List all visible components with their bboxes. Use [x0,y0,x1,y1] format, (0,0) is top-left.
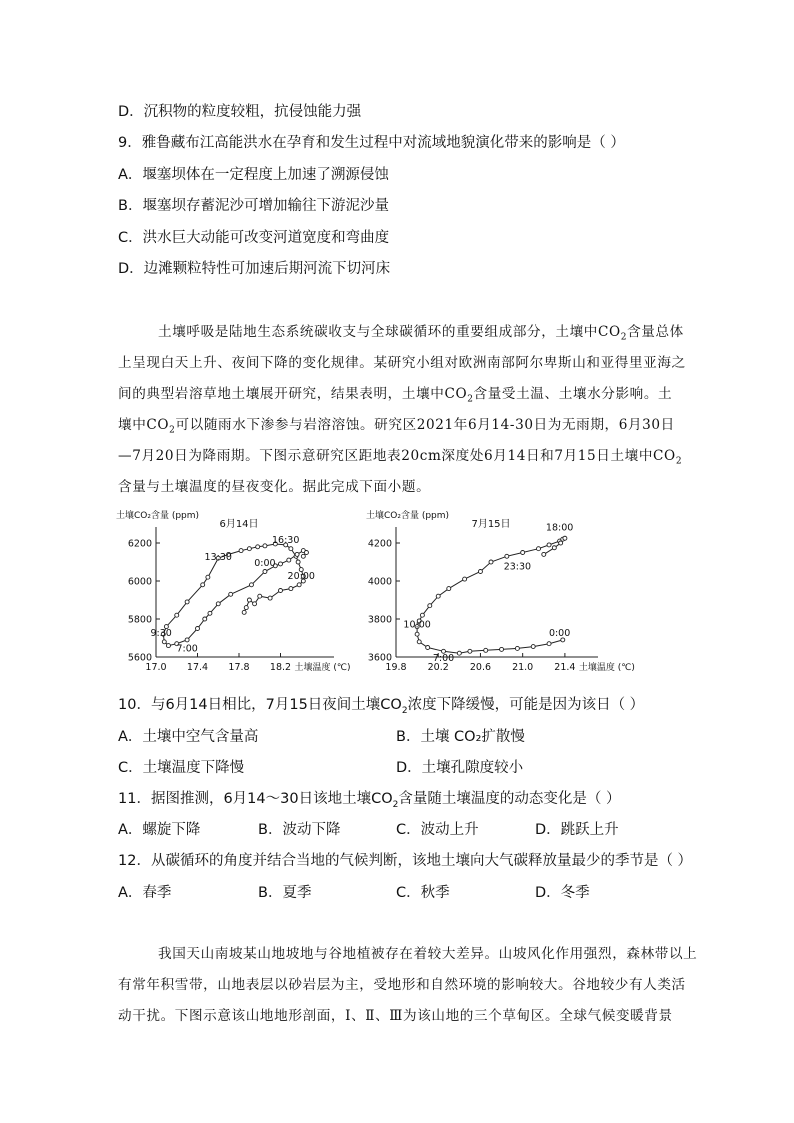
q12-stem: 12．从碳循环的角度并结合当地的气候判断，该地土壤向大气碳释放量最少的季节是（ ） [118,853,693,869]
data-point [415,632,419,636]
y-tick-label: 3800 [367,614,392,626]
passage2-line-1: 我国天山南坡某山地坡地与谷地植被存在着较大差异。山坡风化作用强烈，森林带以上 [158,946,698,962]
data-point [196,627,200,631]
passage1-line-1: 土壤呼吸是陆地生态系统碳收支与全球碳循环的重要组成部分，土壤中$CO_2$含量总体 [158,324,684,343]
time-annotation: 0:00 [548,628,571,640]
data-point [279,562,283,566]
x-tick-label: 21.0 [512,662,534,673]
q10-option-b: B．土壤 CO₂扩散慢 [396,729,525,745]
data-point [253,602,257,606]
q11-stem: 11．据图推测，6月14～30日该地土壤$CO_2$含量随土壤温度的动态变化是（ ） [118,791,621,810]
passage1-line-6: 含量与土壤温度的昼夜变化。据此完成下面小题。 [118,479,431,495]
y-axis-label: 土壤CO₂含量 (ppm) [366,511,450,521]
time-annotation: 16:30 [271,535,300,546]
q12-option-c: C．秋季 [396,885,450,901]
data-point [229,592,233,596]
y-tick-label: 4000 [367,576,392,588]
data-point [289,547,293,551]
passage1-line-3: 间的典型岩溶草地土壤展开研究，结果表明，土壤中$CO_2$含量受土温、土壤水分影响。土 [118,386,673,405]
q11-option-b: B．波动下降 [258,822,341,838]
data-point [301,554,305,558]
y-tick-label: 3600 [367,652,392,664]
data-point [457,651,461,655]
chart-june-14 [110,505,350,680]
data-point [547,642,551,646]
data-point [289,587,293,591]
data-point [420,613,424,617]
x-tick-label: 17.4 [186,662,209,673]
time-annotation: 18:00 [545,522,574,534]
y-axis-label: 土壤CO₂含量 (ppm) [116,511,200,521]
time-annotation: 0:00 [254,557,276,569]
data-point [537,547,541,551]
data-point [478,570,482,574]
data-point [563,536,567,540]
x-tick-label: 19.8 [385,662,407,673]
passage1-line-4: 壤中$CO_2$可以随雨水下渗参与岩溶溶蚀。研究区2021年6月14-30日为无雨期，6月30日 [118,417,675,436]
data-point [426,646,430,650]
data-point [166,644,170,648]
y-tick-label: 6200 [127,538,152,550]
data-point [295,552,299,556]
data-point [521,551,525,555]
x-axis-label: 土壤温度 (℃) [578,663,635,673]
data-point [542,552,546,556]
q9-option-b: B．堰塞坝存蓄泥沙可增加输往下游泥沙量 [118,198,389,214]
q11-option-a: A．螺旋下降 [118,822,201,838]
data-point [428,604,432,608]
time-annotation: 23:30 [503,561,532,573]
x-tick-label: 17.0 [145,662,167,673]
data-point [239,549,243,553]
chart-title: 6月14日 [219,519,259,530]
data-point [296,560,300,564]
data-point [552,546,556,550]
time-annotation: 13:30 [204,552,232,564]
time-annotation: 9:30 [150,628,172,640]
data-point [175,613,179,617]
data-point [263,570,267,574]
data-point [505,554,509,558]
data-point [185,638,189,642]
chart-title: 7月15日 [471,519,511,530]
data-point [489,560,493,564]
time-annotation: 7:00 [176,643,198,655]
q12-option-a: A．春季 [118,885,172,901]
passage2-line-3: 动干扰。下图示意该山地地形剖面，Ⅰ、Ⅱ、Ⅲ为该山地的三个草甸区。全球气候变暖背景 [118,1008,673,1024]
data-point [436,594,440,598]
q11-option-d: D．跳跃上升 [535,822,619,838]
data-point [279,589,283,593]
data-point [208,611,212,615]
data-point [201,583,205,587]
q9-option-d: D．边滩颗粒特性可加速后期河流下切河床 [118,261,391,277]
data-point [258,594,262,598]
data-point [287,558,291,562]
q9-option-a: A．堰塞坝体在一定程度上加速了溯源侵蚀 [118,167,389,183]
q10-stem: 10．与6月14日相比，7月15日夜间土壤$CO_2$浓度下降缓慢，可能是因为该日（ ） [118,697,645,716]
y-tick-label: 4200 [367,538,392,550]
time-annotation: 20:00 [287,571,315,583]
x-tick-label: 18.2 [269,662,292,673]
data-point [463,577,467,581]
data-point [203,617,207,621]
q9-option-c: C．洪水巨大动能可改变河道宽度和弯曲度 [118,230,390,246]
data-point [206,575,210,579]
data-point [256,545,260,549]
data-point [162,640,166,644]
data-point [500,647,504,651]
q10-option-a: A．土壤中空气含量高 [118,729,259,745]
chart-july-15 [360,505,640,680]
y-tick-label: 6000 [127,576,152,588]
time-annotation: 10:00 [403,619,431,631]
x-tick-label: 20.2 [427,662,449,673]
data-point [297,583,301,587]
data-point [268,596,272,600]
data-point [242,610,246,614]
data-point [247,547,251,551]
q12-option-b: B．夏季 [258,885,312,901]
series-line [163,544,306,646]
data-point [468,649,472,653]
passage2-line-2: 有常年积雪带，山地表层以砂岩层为主，受地形和自然环境的影响较大。谷地较少有人类活 [118,977,686,993]
q10-option-c: C．土壤温度下降慢 [118,760,245,776]
data-point [447,587,451,591]
data-point [484,648,488,652]
data-point [249,583,253,587]
q9-stem: 9．雅鲁藏布江高能洪水在孕育和发生过程中对流域地貌演化带来的影响是（ ） [118,135,625,151]
y-tick-label: 5600 [127,652,152,664]
data-point [185,600,189,604]
passage1-line-2: 上呈现白天上升、夜间下降的变化规律。某研究小组对欧洲南部阿尔卑斯山和亚得里亚海之 [118,355,686,371]
x-tick-label: 20.6 [469,662,492,673]
data-point [531,645,535,649]
data-point [304,551,308,555]
data-point [216,602,220,606]
x-tick-label: 17.8 [228,662,250,673]
data-point [547,543,551,547]
time-annotation: 7:00 [432,652,455,664]
q12-option-d: D．冬季 [535,885,590,901]
data-point [244,606,248,610]
data-point [263,544,267,548]
x-tick-label: 21.4 [554,662,576,673]
y-tick-label: 5800 [127,614,152,626]
q10-option-d: D．土壤孔隙度较小 [396,760,524,776]
data-point [559,541,563,545]
q11-option-c: C．波动上升 [396,822,479,838]
data-point [417,640,421,644]
x-axis-label: 土壤温度 (℃) [294,663,350,673]
data-point [515,646,519,650]
q8-option-d: D．沉积物的粒度较粗，抗侵蚀能力强 [118,104,362,120]
data-point [247,598,251,602]
passage1-line-5: —7月20日为降雨期。下图示意研究区距地表20cm深度处6月14日和7月15日土壤中$CO_2$ [118,448,683,467]
